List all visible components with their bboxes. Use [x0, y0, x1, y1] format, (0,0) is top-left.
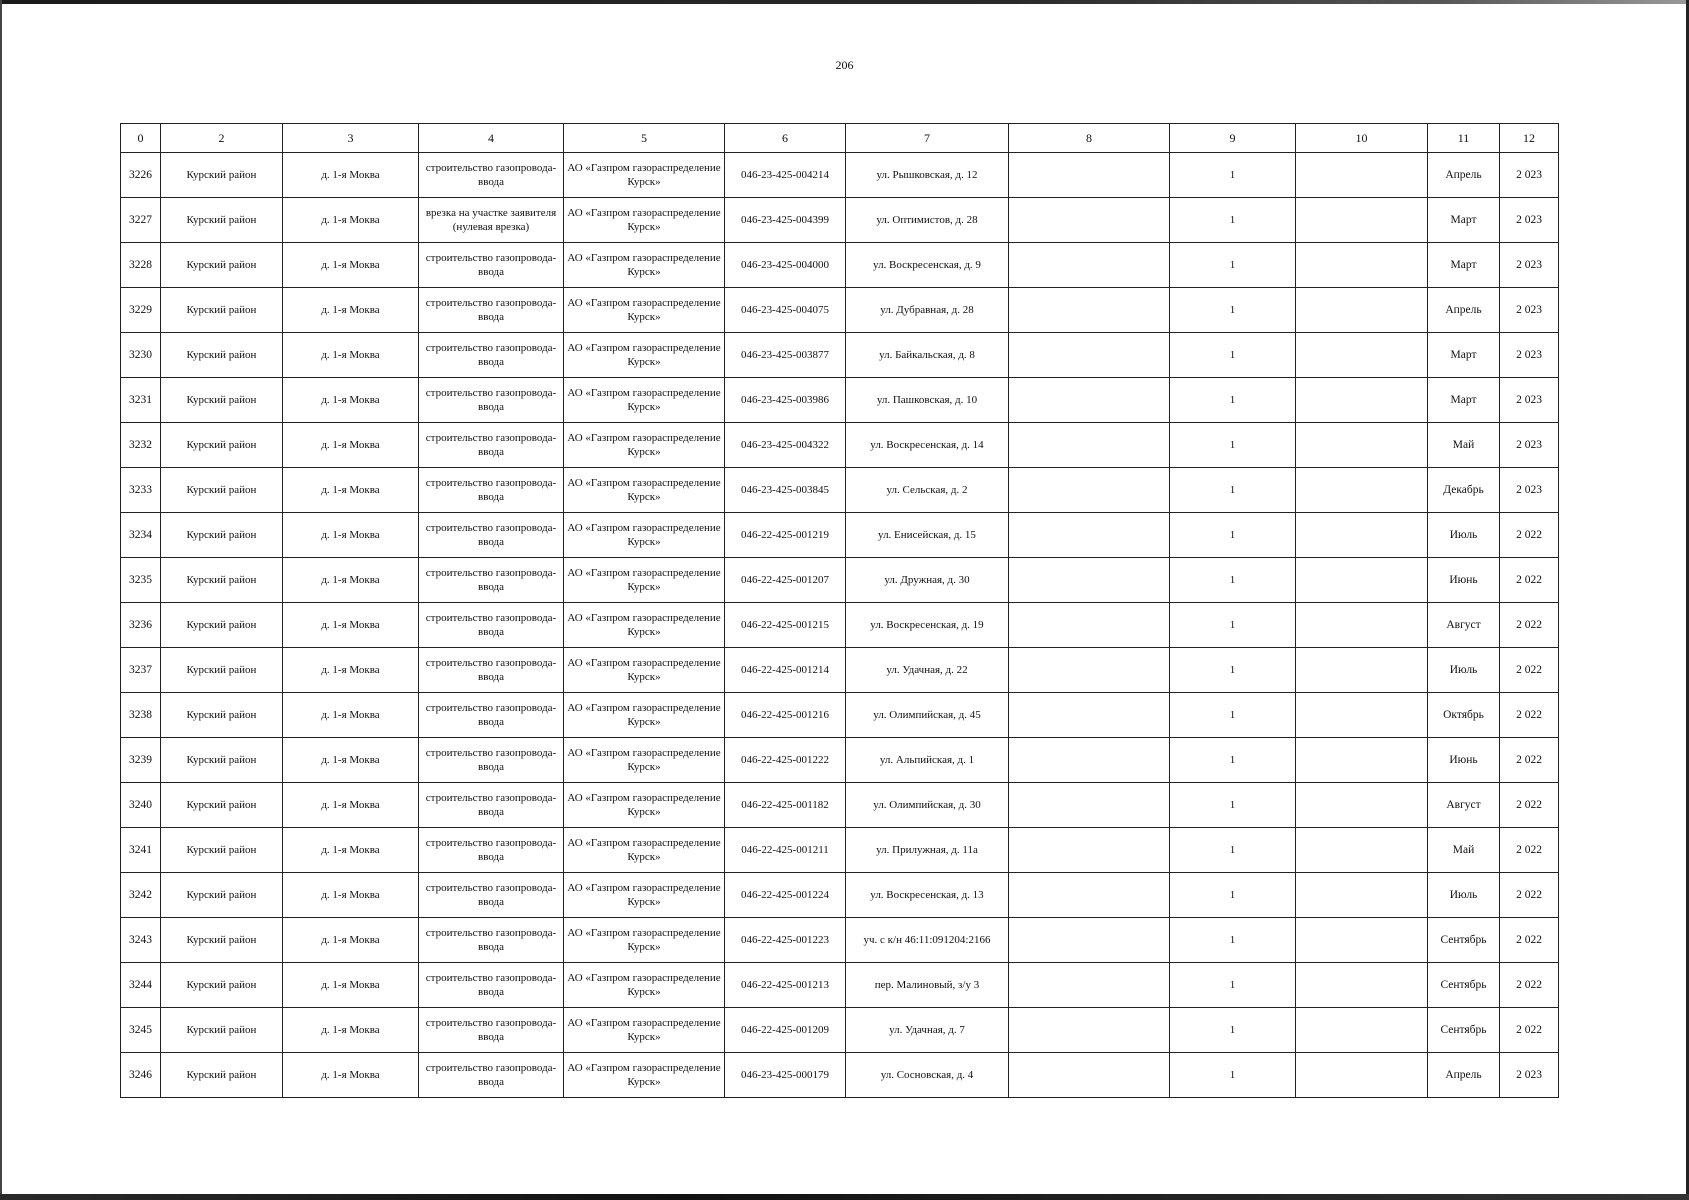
column-10-cell — [1296, 1053, 1428, 1098]
year-cell: 2 022 — [1500, 828, 1559, 873]
column-header: 10 — [1296, 124, 1428, 153]
year-cell: 2 022 — [1500, 513, 1559, 558]
work-type-cell: строительство газопровода-ввода — [419, 468, 564, 513]
organization-cell: АО «Газпром газораспределение Курск» — [564, 198, 725, 243]
scan-border-left — [0, 0, 2, 1200]
organization-cell: АО «Газпром газораспределение Курск» — [564, 828, 725, 873]
district-cell: Курский район — [161, 198, 283, 243]
scan-border-top — [0, 0, 1689, 4]
organization-cell: АО «Газпром газораспределение Курск» — [564, 558, 725, 603]
column-header: 8 — [1009, 124, 1170, 153]
year-cell: 2 023 — [1500, 423, 1559, 468]
quantity-cell: 1 — [1170, 783, 1296, 828]
row-number-cell: 3230 — [121, 333, 161, 378]
column-8-cell — [1009, 738, 1170, 783]
quantity-cell: 1 — [1170, 423, 1296, 468]
column-8-cell — [1009, 468, 1170, 513]
month-cell: Июль — [1428, 873, 1500, 918]
village-cell: д. 1-я Моква — [283, 963, 419, 1008]
address-cell: ул. Сосновская, д. 4 — [846, 1053, 1009, 1098]
year-cell: 2 022 — [1500, 648, 1559, 693]
row-number-cell: 3233 — [121, 468, 161, 513]
quantity-cell: 1 — [1170, 513, 1296, 558]
year-cell: 2 022 — [1500, 693, 1559, 738]
column-10-cell — [1296, 468, 1428, 513]
year-cell: 2 022 — [1500, 1008, 1559, 1053]
address-cell: ул. Олимпийская, д. 30 — [846, 783, 1009, 828]
quantity-cell: 1 — [1170, 963, 1296, 1008]
table-row — [121, 423, 1559, 468]
application-code-cell: 046-23-425-003986 — [725, 378, 846, 423]
address-cell: ул. Дружная, д. 30 — [846, 558, 1009, 603]
application-code-cell: 046-23-425-004000 — [725, 243, 846, 288]
month-cell: Июль — [1428, 648, 1500, 693]
column-10-cell — [1296, 198, 1428, 243]
address-cell: ул. Олимпийская, д. 45 — [846, 693, 1009, 738]
row-number-cell: 3229 — [121, 288, 161, 333]
month-cell: Декабрь — [1428, 468, 1500, 513]
application-code-cell: 046-22-425-001213 — [725, 963, 846, 1008]
column-header: 9 — [1170, 124, 1296, 153]
page-number: 206 — [835, 58, 854, 72]
village-cell: д. 1-я Моква — [283, 738, 419, 783]
address-cell: ул. Удачная, д. 22 — [846, 648, 1009, 693]
district-cell: Курский район — [161, 603, 283, 648]
work-type-cell: врезка на участке заявителя (нулевая врезка) — [419, 198, 564, 243]
table-row — [121, 738, 1559, 783]
work-type-cell: строительство газопровода-ввода — [419, 333, 564, 378]
month-cell: Май — [1428, 828, 1500, 873]
application-code-cell: 046-23-425-000179 — [725, 1053, 846, 1098]
work-type-cell: строительство газопровода-ввода — [419, 423, 564, 468]
table-row — [121, 648, 1559, 693]
table-row — [121, 828, 1559, 873]
column-10-cell — [1296, 738, 1428, 783]
district-cell: Курский район — [161, 648, 283, 693]
column-10-cell — [1296, 1008, 1428, 1053]
district-cell: Курский район — [161, 468, 283, 513]
row-number-cell: 3244 — [121, 963, 161, 1008]
year-cell: 2 023 — [1500, 378, 1559, 423]
application-code-cell: 046-22-425-001223 — [725, 918, 846, 963]
row-number-cell: 3237 — [121, 648, 161, 693]
column-10-cell — [1296, 603, 1428, 648]
address-cell: ул. Альпийская, д. 1 — [846, 738, 1009, 783]
address-cell: уч. с к/н 46:11:091204:2166 — [846, 918, 1009, 963]
column-10-cell — [1296, 513, 1428, 558]
month-cell: Сентябрь — [1428, 1008, 1500, 1053]
application-code-cell: 046-22-425-001222 — [725, 738, 846, 783]
district-cell: Курский район — [161, 558, 283, 603]
district-cell: Курский район — [161, 333, 283, 378]
address-cell: ул. Прилужная, д. 11а — [846, 828, 1009, 873]
row-number-cell: 3232 — [121, 423, 161, 468]
table-row — [121, 288, 1559, 333]
table-row — [121, 198, 1559, 243]
village-cell: д. 1-я Моква — [283, 873, 419, 918]
address-cell: ул. Дубравная, д. 28 — [846, 288, 1009, 333]
work-type-cell: строительство газопровода-ввода — [419, 648, 564, 693]
table-row — [121, 468, 1559, 513]
application-code-cell: 046-23-425-004214 — [725, 153, 846, 198]
column-10-cell — [1296, 828, 1428, 873]
organization-cell: АО «Газпром газораспределение Курск» — [564, 513, 725, 558]
table-row — [121, 603, 1559, 648]
village-cell: д. 1-я Моква — [283, 423, 419, 468]
year-cell: 2 022 — [1500, 918, 1559, 963]
table-row — [121, 783, 1559, 828]
year-cell: 2 022 — [1500, 738, 1559, 783]
address-cell: ул. Сельская, д. 2 — [846, 468, 1009, 513]
month-cell: Май — [1428, 423, 1500, 468]
work-type-cell: строительство газопровода-ввода — [419, 1053, 564, 1098]
header-row — [121, 124, 1559, 153]
row-number-cell: 3236 — [121, 603, 161, 648]
quantity-cell: 1 — [1170, 468, 1296, 513]
organization-cell: АО «Газпром газораспределение Курск» — [564, 423, 725, 468]
year-cell: 2 023 — [1500, 333, 1559, 378]
organization-cell: АО «Газпром газораспределение Курск» — [564, 243, 725, 288]
column-10-cell — [1296, 333, 1428, 378]
organization-cell: АО «Газпром газораспределение Курск» — [564, 1008, 725, 1053]
row-number-cell: 3241 — [121, 828, 161, 873]
column-8-cell — [1009, 783, 1170, 828]
work-type-cell: строительство газопровода-ввода — [419, 693, 564, 738]
application-code-cell: 046-22-425-001182 — [725, 783, 846, 828]
row-number-cell: 3240 — [121, 783, 161, 828]
address-cell: ул. Пашковская, д. 10 — [846, 378, 1009, 423]
month-cell: Март — [1428, 243, 1500, 288]
district-cell: Курский район — [161, 963, 283, 1008]
table-row — [121, 333, 1559, 378]
village-cell: д. 1-я Моква — [283, 1053, 419, 1098]
address-cell: ул. Воскресенская, д. 13 — [846, 873, 1009, 918]
quantity-cell: 1 — [1170, 603, 1296, 648]
row-number-cell: 3235 — [121, 558, 161, 603]
row-number-cell: 3226 — [121, 153, 161, 198]
month-cell: Июль — [1428, 513, 1500, 558]
column-8-cell — [1009, 1053, 1170, 1098]
organization-cell: АО «Газпром газораспределение Курск» — [564, 1053, 725, 1098]
column-8-cell — [1009, 648, 1170, 693]
year-cell: 2 022 — [1500, 783, 1559, 828]
organization-cell: АО «Газпром газораспределение Курск» — [564, 468, 725, 513]
quantity-cell: 1 — [1170, 198, 1296, 243]
year-cell: 2 023 — [1500, 153, 1559, 198]
application-code-cell: 046-22-425-001209 — [725, 1008, 846, 1053]
address-cell: ул. Оптимистов, д. 28 — [846, 198, 1009, 243]
column-8-cell — [1009, 423, 1170, 468]
column-10-cell — [1296, 783, 1428, 828]
address-cell: ул. Рышковская, д. 12 — [846, 153, 1009, 198]
district-cell: Курский район — [161, 738, 283, 783]
column-header: 7 — [846, 124, 1009, 153]
column-header: 11 — [1428, 124, 1500, 153]
work-type-cell: строительство газопровода-ввода — [419, 783, 564, 828]
row-number-cell: 3246 — [121, 1053, 161, 1098]
district-cell: Курский район — [161, 153, 283, 198]
application-code-cell: 046-22-425-001207 — [725, 558, 846, 603]
column-8-cell — [1009, 243, 1170, 288]
organization-cell: АО «Газпром газораспределение Курск» — [564, 378, 725, 423]
organization-cell: АО «Газпром газораспределение Курск» — [564, 738, 725, 783]
month-cell: Март — [1428, 378, 1500, 423]
work-type-cell: строительство газопровода-ввода — [419, 603, 564, 648]
month-cell: Сентябрь — [1428, 918, 1500, 963]
application-code-cell: 046-23-425-004075 — [725, 288, 846, 333]
organization-cell: АО «Газпром газораспределение Курск» — [564, 693, 725, 738]
column-8-cell — [1009, 603, 1170, 648]
address-cell: ул. Удачная, д. 7 — [846, 1008, 1009, 1053]
application-code-cell: 046-23-425-004322 — [725, 423, 846, 468]
table-row — [121, 873, 1559, 918]
village-cell: д. 1-я Моква — [283, 603, 419, 648]
organization-cell: АО «Газпром газораспределение Курск» — [564, 873, 725, 918]
village-cell: д. 1-я Моква — [283, 558, 419, 603]
village-cell: д. 1-я Моква — [283, 783, 419, 828]
quantity-cell: 1 — [1170, 333, 1296, 378]
column-8-cell — [1009, 198, 1170, 243]
table-row — [121, 1008, 1559, 1053]
village-cell: д. 1-я Моква — [283, 378, 419, 423]
table-body — [121, 153, 1559, 1098]
village-cell: д. 1-я Моква — [283, 153, 419, 198]
application-code-cell: 046-22-425-001216 — [725, 693, 846, 738]
application-code-cell: 046-22-425-001224 — [725, 873, 846, 918]
quantity-cell: 1 — [1170, 648, 1296, 693]
quantity-cell: 1 — [1170, 873, 1296, 918]
village-cell: д. 1-я Моква — [283, 828, 419, 873]
month-cell: Апрель — [1428, 288, 1500, 333]
application-code-cell: 046-22-425-001215 — [725, 603, 846, 648]
row-number-cell: 3243 — [121, 918, 161, 963]
column-header: 2 — [161, 124, 283, 153]
work-type-cell: строительство газопровода-ввода — [419, 918, 564, 963]
column-10-cell — [1296, 153, 1428, 198]
row-number-cell: 3231 — [121, 378, 161, 423]
column-10-cell — [1296, 693, 1428, 738]
village-cell: д. 1-я Моква — [283, 243, 419, 288]
district-cell: Курский район — [161, 1008, 283, 1053]
quantity-cell: 1 — [1170, 153, 1296, 198]
quantity-cell: 1 — [1170, 243, 1296, 288]
column-header: 5 — [564, 124, 725, 153]
month-cell: Август — [1428, 603, 1500, 648]
address-cell: ул. Воскресенская, д. 14 — [846, 423, 1009, 468]
organization-cell: АО «Газпром газораспределение Курск» — [564, 783, 725, 828]
row-number-cell: 3238 — [121, 693, 161, 738]
scan-border-bottom — [0, 1194, 1689, 1200]
work-type-cell: строительство газопровода-ввода — [419, 1008, 564, 1053]
address-cell: ул. Воскресенская, д. 19 — [846, 603, 1009, 648]
organization-cell: АО «Газпром газораспределение Курск» — [564, 918, 725, 963]
village-cell: д. 1-я Моква — [283, 693, 419, 738]
column-10-cell — [1296, 873, 1428, 918]
column-8-cell — [1009, 963, 1170, 1008]
application-code-cell: 046-23-425-003877 — [725, 333, 846, 378]
column-10-cell — [1296, 243, 1428, 288]
work-type-cell: строительство газопровода-ввода — [419, 738, 564, 783]
application-code-cell: 046-22-425-001214 — [725, 648, 846, 693]
year-cell: 2 023 — [1500, 1053, 1559, 1098]
district-cell: Курский район — [161, 918, 283, 963]
column-10-cell — [1296, 918, 1428, 963]
column-8-cell — [1009, 378, 1170, 423]
month-cell: Июнь — [1428, 558, 1500, 603]
district-cell: Курский район — [161, 828, 283, 873]
table-row — [121, 693, 1559, 738]
district-cell: Курский район — [161, 378, 283, 423]
row-number-cell: 3234 — [121, 513, 161, 558]
village-cell: д. 1-я Моква — [283, 1008, 419, 1053]
work-type-cell: строительство газопровода-ввода — [419, 963, 564, 1008]
year-cell: 2 022 — [1500, 558, 1559, 603]
application-code-cell: 046-22-425-001211 — [725, 828, 846, 873]
row-number-cell: 3239 — [121, 738, 161, 783]
column-8-cell — [1009, 153, 1170, 198]
column-8-cell — [1009, 693, 1170, 738]
quantity-cell: 1 — [1170, 738, 1296, 783]
column-10-cell — [1296, 288, 1428, 333]
quantity-cell: 1 — [1170, 558, 1296, 603]
column-10-cell — [1296, 648, 1428, 693]
work-type-cell: строительство газопровода-ввода — [419, 828, 564, 873]
organization-cell: АО «Газпром газораспределение Курск» — [564, 288, 725, 333]
district-cell: Курский район — [161, 1053, 283, 1098]
year-cell: 2 023 — [1500, 468, 1559, 513]
work-type-cell: строительство газопровода-ввода — [419, 378, 564, 423]
district-cell: Курский район — [161, 873, 283, 918]
column-10-cell — [1296, 378, 1428, 423]
column-header: 12 — [1500, 124, 1559, 153]
month-cell: Март — [1428, 198, 1500, 243]
table-row — [121, 918, 1559, 963]
month-cell: Сентябрь — [1428, 963, 1500, 1008]
district-cell: Курский район — [161, 513, 283, 558]
work-type-cell: строительство газопровода-ввода — [419, 873, 564, 918]
quantity-cell: 1 — [1170, 1053, 1296, 1098]
column-8-cell — [1009, 1008, 1170, 1053]
column-header: 6 — [725, 124, 846, 153]
district-cell: Курский район — [161, 288, 283, 333]
address-cell: ул. Байкальская, д. 8 — [846, 333, 1009, 378]
column-10-cell — [1296, 558, 1428, 603]
address-cell: пер. Малиновый, з/у 3 — [846, 963, 1009, 1008]
month-cell: Октябрь — [1428, 693, 1500, 738]
month-cell: Март — [1428, 333, 1500, 378]
column-header: 4 — [419, 124, 564, 153]
village-cell: д. 1-я Моква — [283, 333, 419, 378]
year-cell: 2 022 — [1500, 963, 1559, 1008]
quantity-cell: 1 — [1170, 1008, 1296, 1053]
village-cell: д. 1-я Моква — [283, 513, 419, 558]
column-8-cell — [1009, 288, 1170, 333]
column-8-cell — [1009, 873, 1170, 918]
table-row — [121, 378, 1559, 423]
work-type-cell: строительство газопровода-ввода — [419, 513, 564, 558]
column-8-cell — [1009, 513, 1170, 558]
district-cell: Курский район — [161, 423, 283, 468]
district-cell: Курский район — [161, 693, 283, 738]
row-number-cell: 3227 — [121, 198, 161, 243]
table-row — [121, 558, 1559, 603]
row-number-cell: 3245 — [121, 1008, 161, 1053]
district-cell: Курский район — [161, 783, 283, 828]
month-cell: Июнь — [1428, 738, 1500, 783]
registry-table — [120, 123, 1559, 1098]
work-type-cell: строительство газопровода-ввода — [419, 558, 564, 603]
year-cell: 2 023 — [1500, 198, 1559, 243]
application-code-cell: 046-22-425-001219 — [725, 513, 846, 558]
quantity-cell: 1 — [1170, 693, 1296, 738]
work-type-cell: строительство газопровода-ввода — [419, 153, 564, 198]
organization-cell: АО «Газпром газораспределение Курск» — [564, 603, 725, 648]
organization-cell: АО «Газпром газораспределение Курск» — [564, 963, 725, 1008]
year-cell: 2 023 — [1500, 288, 1559, 333]
month-cell: Апрель — [1428, 1053, 1500, 1098]
quantity-cell: 1 — [1170, 288, 1296, 333]
column-8-cell — [1009, 333, 1170, 378]
address-cell: ул. Воскресенская, д. 9 — [846, 243, 1009, 288]
work-type-cell: строительство газопровода-ввода — [419, 288, 564, 333]
table-row — [121, 963, 1559, 1008]
organization-cell: АО «Газпром газораспределение Курск» — [564, 153, 725, 198]
month-cell: Август — [1428, 783, 1500, 828]
column-8-cell — [1009, 558, 1170, 603]
village-cell: д. 1-я Моква — [283, 198, 419, 243]
table-row — [121, 1053, 1559, 1098]
village-cell: д. 1-я Моква — [283, 468, 419, 513]
month-cell: Апрель — [1428, 153, 1500, 198]
row-number-cell: 3242 — [121, 873, 161, 918]
year-cell: 2 022 — [1500, 873, 1559, 918]
quantity-cell: 1 — [1170, 378, 1296, 423]
village-cell: д. 1-я Моква — [283, 918, 419, 963]
table-row — [121, 153, 1559, 198]
organization-cell: АО «Газпром газораспределение Курск» — [564, 648, 725, 693]
table-row — [121, 513, 1559, 558]
address-cell: ул. Енисейская, д. 15 — [846, 513, 1009, 558]
work-type-cell: строительство газопровода-ввода — [419, 243, 564, 288]
column-8-cell — [1009, 828, 1170, 873]
application-code-cell: 046-23-425-004399 — [725, 198, 846, 243]
column-header: 3 — [283, 124, 419, 153]
application-code-cell: 046-23-425-003845 — [725, 468, 846, 513]
organization-cell: АО «Газпром газораспределение Курск» — [564, 333, 725, 378]
quantity-cell: 1 — [1170, 828, 1296, 873]
quantity-cell: 1 — [1170, 918, 1296, 963]
year-cell: 2 022 — [1500, 603, 1559, 648]
village-cell: д. 1-я Моква — [283, 288, 419, 333]
column-8-cell — [1009, 918, 1170, 963]
district-cell: Курский район — [161, 243, 283, 288]
year-cell: 2 023 — [1500, 243, 1559, 288]
row-number-cell: 3228 — [121, 243, 161, 288]
column-header: 0 — [121, 124, 161, 153]
village-cell: д. 1-я Моква — [283, 648, 419, 693]
table-row — [121, 243, 1559, 288]
column-10-cell — [1296, 963, 1428, 1008]
column-10-cell — [1296, 423, 1428, 468]
